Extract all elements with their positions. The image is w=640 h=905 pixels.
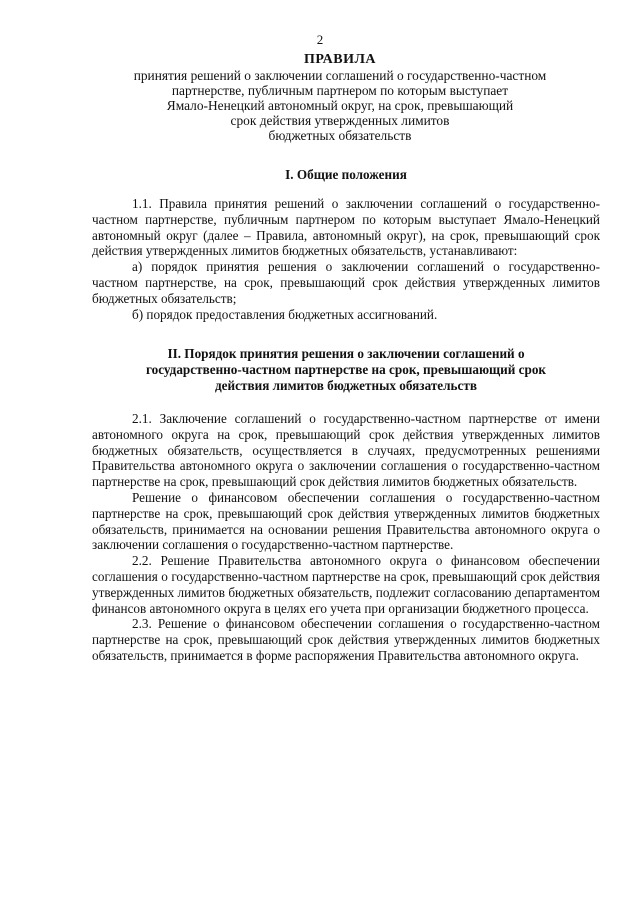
subtitle-line: принятия решений о заключении соглашений о государственно-частном bbox=[133, 68, 547, 83]
list-item-b: б) порядок предоставления бюджетных ассигнований. bbox=[132, 306, 438, 322]
document-subtitle bbox=[80, 68, 600, 143]
subtitle-line: Ямало-Ненецкий автономный округ, на срок, превышающий bbox=[166, 98, 514, 113]
section-general-provisions bbox=[92, 167, 600, 183]
section-1-body bbox=[92, 196, 600, 322]
subtitle-line: партнерстве, публичным партнером по которым выступает bbox=[171, 83, 509, 98]
subtitle-line: бюджетных обязательств bbox=[268, 128, 412, 143]
paragraph-2-1-continued: Решение о финансовом обеспечении соглашения о государственно-частном партнерстве на срок, превышающий срок действия утвержденных лимитов бюджетных обязательств, принимается на основании решения Правительства автономного округа о заключении соглашения о государственно-частном партнерстве. bbox=[92, 489, 600, 553]
paragraph-1-1: 1.1. Правила принятия решений о заключении соглашений о государственно-частном партнерстве, публичным партнером по которым выступает Ямало-Ненецкий автономный округ (далее – Правила, автономный округ), на срок, превышающий срок действия утвержденных лимитов бюджетных обязательств, устанавливают: bbox=[92, 196, 600, 259]
section-heading-line: действия лимитов бюджетных обязательств bbox=[215, 377, 477, 393]
document-title-block bbox=[80, 51, 600, 143]
section-2-body bbox=[92, 411, 600, 664]
paragraph-2-3: 2.3. Решение о финансовом обеспечении соглашения о государственно-частном партнерстве на срок, превышающий срок действия утвержденных лимитов бюджетных обязательств, принимается в форме распоряжения Правительства автономного округа. bbox=[92, 616, 600, 663]
document-title: ПРАВИЛА bbox=[303, 52, 377, 67]
section-heading-line: II. Порядок принятия решения о заключении соглашений о bbox=[167, 346, 525, 361]
subtitle-line: срок действия утвержденных лимитов bbox=[230, 113, 450, 128]
section-decision-procedure bbox=[92, 346, 600, 393]
page-number: 2 bbox=[316, 32, 324, 47]
paragraph-2-1: 2.1. Заключение соглашений о государственно-частном партнерстве от имени автономного округа на срок, превышающий срок действия утвержденных лимитов бюджетных обязательств, осуществляется в случаях, предусмотренных решениями Правительства автономного округа о заключении соглашения о государственно-частном партнерстве на срок, превышающий срок действия лимитов бюджетных обязательств. bbox=[92, 411, 600, 490]
section-heading bbox=[92, 346, 600, 393]
section-heading-line: государственно-частном партнерстве на срок, превышающий срок bbox=[145, 361, 547, 377]
paragraph-2-2: 2.2. Решение Правительства автономного округа о финансовом обеспечении соглашения о государственно-частном партнерстве на срок, превышающий срок действия утвержденных лимитов бюджетных обязательств, подлежит согласованию департаментом финансов автономного округа в целях его учета при организации бюджетного процесса. bbox=[92, 553, 600, 616]
list-item-a: а) порядок принятия решения о заключении соглашений о государственно-частном партнерстве, на срок, превышающий срок действия утвержденных лимитов бюджетных обязательств; bbox=[92, 259, 600, 306]
section-heading: I. Общие положения bbox=[285, 167, 407, 182]
